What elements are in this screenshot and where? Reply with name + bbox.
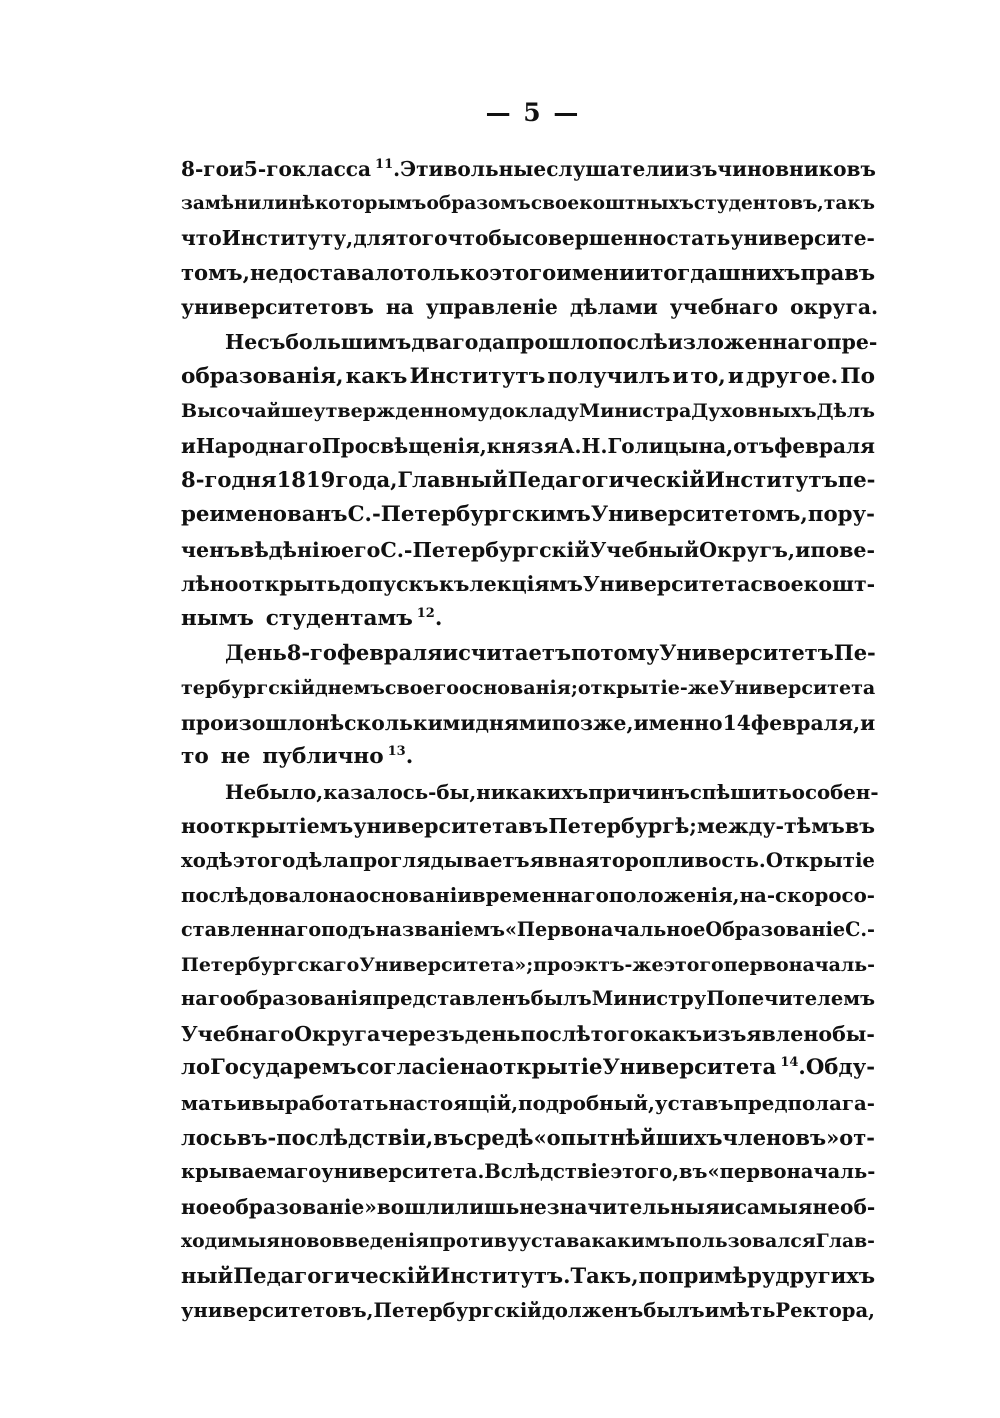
word: Университета xyxy=(582,572,751,597)
word: въ-послѣдствіи, xyxy=(236,1124,434,1150)
text-line xyxy=(181,256,875,291)
word: С.-Петербургскій xyxy=(380,537,590,562)
word: Не xyxy=(225,329,258,354)
word: на-скоро xyxy=(739,883,842,908)
word: открытіе xyxy=(489,1055,603,1081)
word: того xyxy=(590,1021,644,1046)
word: самыя xyxy=(734,1194,813,1219)
word: слушатели xyxy=(546,157,675,181)
word: черезъ xyxy=(380,1021,465,1046)
text-line xyxy=(181,1086,875,1121)
word: Пе- xyxy=(833,640,876,666)
word: необ- xyxy=(812,1194,876,1219)
word: класса $^{11}$. xyxy=(291,157,401,181)
word: послѣ xyxy=(597,329,668,354)
word: этого xyxy=(489,259,557,285)
text-line xyxy=(181,878,875,913)
word: Вслѣдствіе xyxy=(484,1160,611,1184)
footnote-ref: 13 xyxy=(387,744,406,760)
word: Педагогическій xyxy=(233,1263,431,1288)
text-line xyxy=(181,1224,875,1259)
word: Округъ, xyxy=(699,537,796,562)
word: ный xyxy=(181,1263,234,1288)
word: Университетъ xyxy=(659,640,834,666)
word: управленіе xyxy=(425,295,558,320)
word: ходимыя xyxy=(181,1230,281,1253)
word: мать xyxy=(181,1091,237,1116)
word: получилъ xyxy=(547,363,671,389)
word: Институтъ xyxy=(409,363,546,389)
text-line xyxy=(181,290,879,325)
word: и xyxy=(442,640,459,666)
word: большимъ xyxy=(285,329,412,354)
footnote-ref: 14 xyxy=(780,1055,799,1071)
word: Духовныхъ xyxy=(691,400,817,423)
word: и xyxy=(727,363,744,389)
text-line xyxy=(181,1017,875,1052)
word: и xyxy=(181,433,196,458)
word: какимъ xyxy=(591,1230,676,1253)
word: замѣнили xyxy=(181,192,289,214)
text-line xyxy=(181,1294,875,1329)
word: 5-го xyxy=(243,157,292,181)
word: потому xyxy=(571,640,660,666)
word: позже, xyxy=(551,710,634,735)
word: противу xyxy=(429,1230,519,1253)
word: «первоначаль- xyxy=(707,1160,876,1184)
word: со- xyxy=(841,883,875,908)
word: ное xyxy=(181,1194,222,1219)
word: недоставало xyxy=(249,259,404,285)
word: лѣно xyxy=(181,572,239,597)
word: Педагогическій xyxy=(507,467,705,493)
word: именно xyxy=(633,710,723,735)
word: открытіе-же xyxy=(577,676,720,699)
word: основанія; xyxy=(459,676,578,699)
word: университетовъ, xyxy=(181,1298,374,1322)
text-line xyxy=(181,325,878,360)
word: изъявлено xyxy=(702,1021,833,1046)
word: въ xyxy=(678,1160,708,1184)
word: университета xyxy=(353,814,519,839)
word: въ xyxy=(433,1124,464,1150)
word: другихъ xyxy=(775,1263,875,1288)
word: чиновниковъ xyxy=(717,157,876,181)
word: университе- xyxy=(730,226,875,251)
word: Дѣлъ xyxy=(816,400,875,423)
word: Не xyxy=(225,779,257,804)
word: февраля, xyxy=(750,710,861,735)
word: отъ xyxy=(733,433,775,458)
word: изъ xyxy=(674,157,718,181)
word: Петербургскаго xyxy=(181,953,360,976)
word: студентамъ $^{12}$. xyxy=(265,605,443,631)
word: основаніи xyxy=(355,883,472,908)
word: лось xyxy=(181,1124,237,1150)
word: Н. xyxy=(581,433,608,458)
word: своекошт- xyxy=(750,572,876,597)
word: образованіе» xyxy=(221,1194,377,1219)
word: Образованіе xyxy=(705,918,846,942)
word: чтобы xyxy=(447,226,523,251)
word: С.-Петербургскимъ xyxy=(347,501,591,527)
word: лекціямъ xyxy=(469,572,583,597)
text-line xyxy=(181,671,875,706)
body-text xyxy=(181,152,879,1328)
word: Такъ, xyxy=(570,1263,639,1288)
word: открытіемъ xyxy=(209,814,354,839)
text-line xyxy=(181,152,875,187)
text-line xyxy=(181,809,875,844)
word: устава xyxy=(519,1230,592,1253)
word: явная xyxy=(529,848,600,872)
word: томъ, xyxy=(181,259,250,285)
text-line xyxy=(181,533,875,568)
word: то, xyxy=(690,363,726,389)
word: 8-го xyxy=(181,467,232,493)
word: этого, xyxy=(610,1160,679,1184)
word: днемъ xyxy=(314,676,385,699)
text-line xyxy=(181,948,875,983)
word: князя xyxy=(486,433,559,458)
word: «Первоначальное xyxy=(504,918,706,942)
text-line xyxy=(181,740,875,775)
text-line xyxy=(181,1121,875,1156)
word: совершенно xyxy=(522,226,667,251)
word: пору- xyxy=(807,501,875,527)
word: долженъ xyxy=(541,1298,644,1322)
word: съ xyxy=(257,329,286,354)
word: своего xyxy=(384,676,460,699)
text-line xyxy=(181,844,875,879)
word: Голицына, xyxy=(607,433,734,458)
word: реименованъ xyxy=(181,501,348,527)
word: Ректора, xyxy=(775,1298,875,1322)
word: Учебнаго xyxy=(181,1021,295,1046)
word: имѣть xyxy=(704,1298,776,1322)
text-line xyxy=(181,913,875,948)
word: и xyxy=(860,710,876,735)
word: на xyxy=(385,295,414,320)
word: и xyxy=(236,1091,252,1116)
word: Университета xyxy=(719,676,876,699)
word: для xyxy=(353,226,396,251)
word: университета. xyxy=(321,1160,485,1184)
word: согласіе xyxy=(356,1055,460,1081)
word: день xyxy=(464,1021,521,1046)
word: Народнаго xyxy=(195,433,322,458)
word: года xyxy=(452,329,506,354)
text-line xyxy=(181,706,875,741)
word: ченъ xyxy=(181,537,241,562)
word: Просвѣщенія, xyxy=(321,433,487,458)
word: Петербургскій xyxy=(373,1298,542,1322)
word: допускъ xyxy=(340,572,439,597)
word: къ xyxy=(438,572,470,597)
word: послѣдовало xyxy=(181,883,329,908)
word: нымъ xyxy=(181,605,254,631)
word: нѣсколькими xyxy=(315,710,476,735)
word: Университета $^{14}$. xyxy=(602,1055,806,1081)
word: другое. xyxy=(745,363,839,389)
word: что xyxy=(181,226,222,251)
word: Государемъ xyxy=(210,1055,357,1081)
word: Округа xyxy=(294,1021,381,1046)
word: студентовъ, xyxy=(693,192,824,214)
text-line xyxy=(181,1259,875,1294)
footnote-ref: 11 xyxy=(375,157,394,172)
word: и xyxy=(795,537,811,562)
word: публично $^{13}$. xyxy=(262,744,414,770)
text-line xyxy=(181,1051,875,1086)
word: выработать xyxy=(251,1091,389,1116)
word: дѣла xyxy=(295,848,349,872)
word: былъ xyxy=(530,987,592,1011)
word: докладу xyxy=(489,400,580,423)
word: стать xyxy=(666,226,731,251)
word: того xyxy=(395,226,448,251)
word: незначительныя xyxy=(519,1194,720,1219)
word: днями xyxy=(475,710,552,735)
word: какъ xyxy=(345,363,408,389)
word: Институту, xyxy=(221,226,354,251)
text-line xyxy=(181,775,879,810)
word: причинъ xyxy=(588,779,690,804)
text-line xyxy=(181,221,875,256)
word: Петербургѣ; xyxy=(548,814,697,839)
word: членовъ» xyxy=(722,1124,840,1150)
word: правъ xyxy=(800,259,876,285)
word: тербургскій xyxy=(181,676,315,699)
text-line xyxy=(181,394,875,429)
word: открыть xyxy=(238,572,341,597)
word: дѣлами xyxy=(569,295,658,320)
word: казалось-бы, xyxy=(323,779,477,804)
page-number: — 5 — xyxy=(485,98,581,127)
word: День xyxy=(225,640,287,666)
word: такъ xyxy=(823,192,875,214)
word: бы- xyxy=(832,1021,875,1046)
word: примѣру xyxy=(668,1263,776,1288)
word: представленъ xyxy=(372,987,531,1011)
word: Учебный xyxy=(589,537,700,562)
word: образомъ xyxy=(426,192,531,214)
text-line xyxy=(181,187,875,222)
word: спѣшить xyxy=(689,779,792,804)
word: лишь xyxy=(454,1194,520,1219)
word: 8-го xyxy=(286,640,337,666)
word: февраля xyxy=(336,640,443,666)
word: положенія, xyxy=(608,883,740,908)
word: С.- xyxy=(845,918,875,942)
word: «опытнѣйшихъ xyxy=(533,1124,723,1150)
word: пользовался xyxy=(675,1230,816,1253)
word: Эти xyxy=(400,157,444,181)
word: подробный, xyxy=(518,1091,655,1116)
word: предполага- xyxy=(733,1091,875,1116)
word: торопливость. xyxy=(599,848,766,872)
word: Институтъ. xyxy=(430,1263,571,1288)
word: Открытіе xyxy=(765,848,875,872)
word: этого xyxy=(232,848,296,872)
word: какъ xyxy=(643,1021,703,1046)
word: февраля xyxy=(774,433,875,458)
word: Институтъ xyxy=(704,467,838,493)
word: прошло xyxy=(505,329,598,354)
word: но xyxy=(181,814,210,839)
text-line xyxy=(181,463,875,498)
word: Университета»; xyxy=(359,953,534,976)
text-line xyxy=(181,567,875,602)
word: Министра xyxy=(579,400,692,423)
word: наго xyxy=(181,987,233,1011)
word: по xyxy=(638,1263,669,1288)
word: изложеннаго xyxy=(667,329,827,354)
word: вольные xyxy=(443,157,547,181)
word: тогдашнихъ xyxy=(650,259,801,285)
word: пре- xyxy=(826,329,878,354)
word: два xyxy=(411,329,453,354)
word: крываемаго xyxy=(181,1160,322,1184)
word: А. xyxy=(558,433,582,458)
word: 14 xyxy=(722,710,751,735)
word: и xyxy=(634,259,651,285)
word: ло xyxy=(181,1055,211,1081)
word: проглядываетъ xyxy=(349,848,530,872)
word: и xyxy=(672,363,689,389)
word: и xyxy=(229,157,244,181)
word: только xyxy=(403,259,490,285)
word: университетовъ xyxy=(181,295,374,320)
word: не xyxy=(220,744,251,770)
word: вѣдѣнію xyxy=(240,537,341,562)
word: на xyxy=(328,883,356,908)
word: временнаго xyxy=(471,883,609,908)
word: пе- xyxy=(837,467,876,493)
word: этого xyxy=(663,953,724,976)
word: въ xyxy=(844,814,875,839)
word: от- xyxy=(839,1124,875,1150)
word: настоящій, xyxy=(388,1091,519,1116)
word: округа. xyxy=(790,295,879,320)
word: Глав- xyxy=(815,1230,875,1253)
word: уставъ xyxy=(654,1091,734,1116)
word: Попечителемъ xyxy=(706,987,876,1011)
word: первоначаль- xyxy=(723,953,875,976)
word: нѣкоторымъ xyxy=(288,192,427,214)
word: дня xyxy=(231,467,277,493)
word: пове- xyxy=(810,537,876,562)
word: Обду- xyxy=(805,1055,875,1081)
word: былъ xyxy=(643,1298,705,1322)
word: произошло xyxy=(181,710,315,735)
word: считаетъ xyxy=(458,640,572,666)
footnote-ref: 12 xyxy=(416,605,435,621)
text-line xyxy=(181,1155,875,1190)
word: утвержденному xyxy=(313,400,490,423)
word: то xyxy=(181,744,209,770)
word: вошли xyxy=(376,1194,455,1219)
word: образованія, xyxy=(181,363,344,389)
word: Высочайше xyxy=(181,400,314,423)
word: никакихъ xyxy=(476,779,589,804)
word: проэктъ-же xyxy=(533,953,664,976)
word: образованія xyxy=(232,987,373,1011)
word: особен- xyxy=(791,779,879,804)
text-line xyxy=(181,498,875,533)
word: имени xyxy=(556,259,635,285)
text-line xyxy=(181,602,875,637)
text-line xyxy=(181,429,875,464)
word: на xyxy=(459,1055,490,1081)
text-line xyxy=(181,982,875,1017)
word: 1819 xyxy=(276,467,336,493)
word: нововведенія xyxy=(280,1230,429,1253)
word: и xyxy=(719,1194,735,1219)
word: 8-го xyxy=(181,157,229,181)
word: Университетомъ, xyxy=(590,501,808,527)
word: въ xyxy=(518,814,549,839)
word: средѣ xyxy=(463,1124,534,1150)
word: между-тѣмъ xyxy=(696,814,845,839)
word: своекоштныхъ xyxy=(530,192,694,214)
word: ставленнаго xyxy=(181,918,322,942)
word: названіемъ xyxy=(375,918,505,942)
word: По xyxy=(840,363,875,389)
word: послѣ xyxy=(520,1021,591,1046)
word: Министру xyxy=(591,987,707,1011)
text-line xyxy=(181,1190,875,1225)
word: его xyxy=(340,537,381,562)
word: было, xyxy=(256,779,324,804)
word: подъ xyxy=(321,918,376,942)
text-line xyxy=(181,360,875,395)
word: учебнаго xyxy=(669,295,779,320)
word: года, xyxy=(335,467,398,493)
word: Главный xyxy=(397,467,508,493)
word: ходѣ xyxy=(181,848,233,872)
text-line xyxy=(181,636,875,671)
